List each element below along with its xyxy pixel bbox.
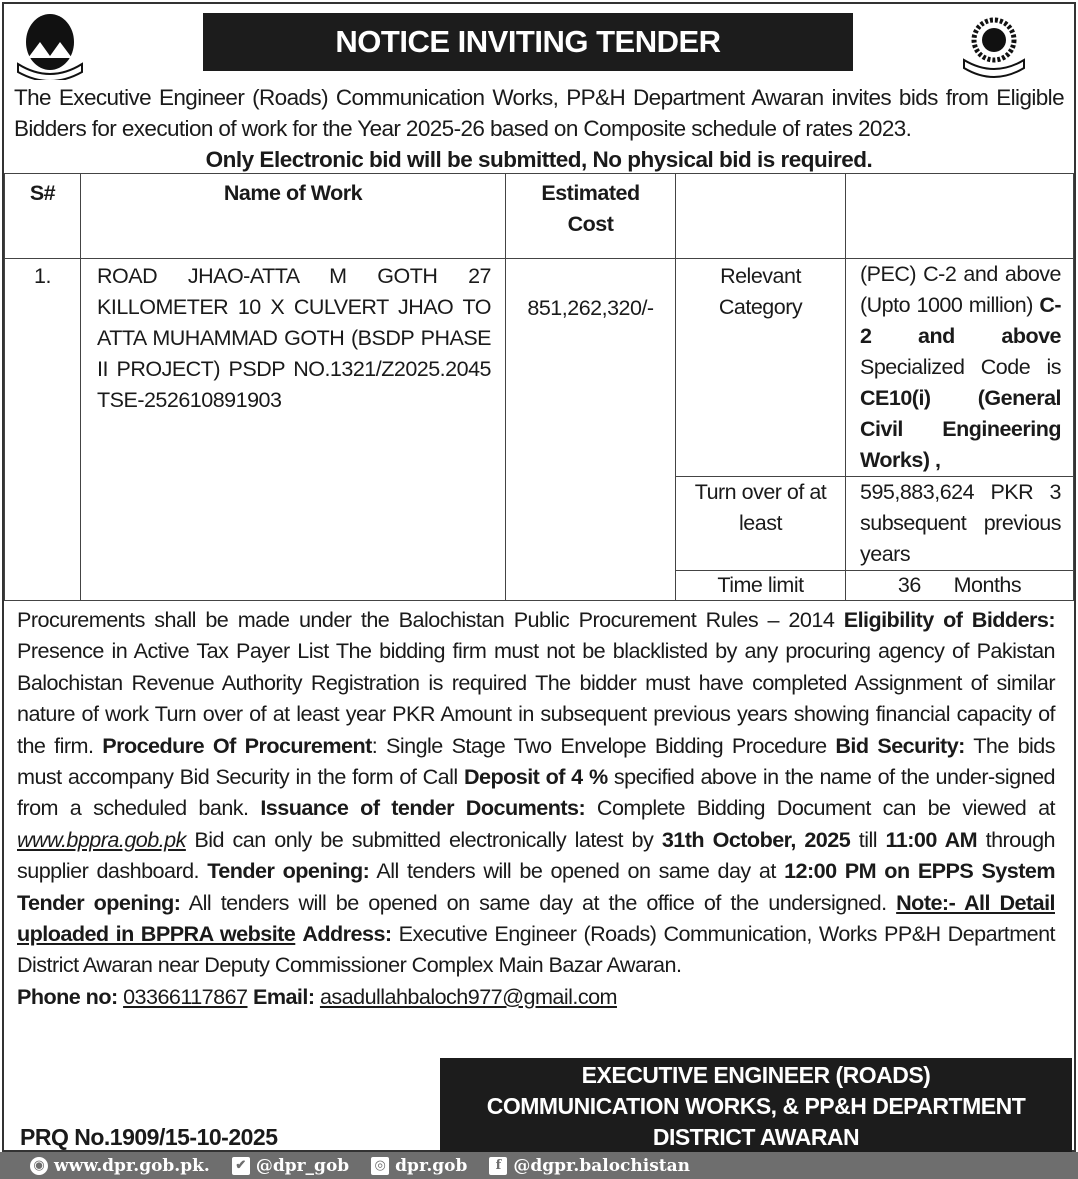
cell-work: ROAD JHAO-ATTA M GOTH 27 KILLOMETER 10 X CULVERT JHAO TO ATTA MUHAMMAD GOTH (BSDP PHASE II PROJECT) PSDP NO.1321/Z2025.2045 TSE-252610891903 xyxy=(81,259,506,601)
category-bold: C-2 and above xyxy=(860,293,1061,348)
body-text: All tenders will be opened on same day at xyxy=(369,858,785,884)
signature-line: COMMUNICATION WORKS, & PP&H DEPARTMENT xyxy=(486,1093,1026,1119)
phone-link[interactable]: 03366117867 xyxy=(123,983,248,1009)
balochistan-govt-logo xyxy=(14,12,86,80)
email-label: Email: xyxy=(252,983,315,1009)
bold-term: 12:00 PM on EPPS System Tender opening: xyxy=(17,858,1055,915)
bold-term: Issuance of tender Documents: xyxy=(260,795,586,821)
header-sn: S# xyxy=(5,174,81,259)
body-text: All tenders will be opened on same day at the office of the undersigned. xyxy=(180,889,897,915)
cell-category-label: Relevant Category xyxy=(676,259,846,477)
bold-term: Note:- All Detail uploaded in BPPRA website xyxy=(17,889,1055,947)
body-text: Presence in Active Tax Payer List The bidding firm must not be blacklisted by any procuring agency of Pakistan Balochistan Revenue Authority Registration is required The bidder must have completed Assignment of similar nature of work Turn over of at least year PKR Amount in subsequent previous years showing financial capacity of the firm. xyxy=(17,638,1055,758)
facebook-icon: f xyxy=(489,1157,507,1175)
intro-text: The Executive Engineer (Roads) Communication Works, PP&H Department Awaran invites bids from Eligible Bidders for execution of work for the Year 2025-26 based on Composite schedule of rates 2023. xyxy=(14,85,1064,141)
bold-term: Procedure Of Procurement xyxy=(102,732,372,758)
header-name-of-work: Name of Work xyxy=(81,174,506,259)
social-text: @dpr_gob xyxy=(255,1155,350,1176)
body-text: through supplier dashboard. xyxy=(17,826,1056,884)
phone-label: Phone no: xyxy=(17,983,118,1009)
cell-time-label: Time limit xyxy=(676,571,846,601)
social-facebook[interactable] xyxy=(489,1156,690,1176)
body-text: till xyxy=(850,826,886,852)
table-row xyxy=(5,259,1074,477)
social-website[interactable] xyxy=(30,1156,210,1176)
bold-term: 31th October, 2025 xyxy=(661,826,851,852)
signature-line: EXECUTIVE ENGINEER (ROADS) xyxy=(581,1062,931,1088)
category-code: CE10(i) (General Civil Engineering Works) , xyxy=(860,386,1061,472)
body-text: : Single Stage Two Envelope Bidding Procedure xyxy=(371,732,836,758)
category-text: (PEC) C-2 and above (Upto 1000 million) xyxy=(860,262,1061,317)
cell-sn: 1. xyxy=(5,259,81,601)
signature-line: DISTRICT AWARAN xyxy=(652,1124,860,1150)
bold-term: Eligibility of Bidders: xyxy=(843,607,1055,632)
instagram-icon: ◎ xyxy=(371,1157,389,1175)
bold-term: Bid Security: xyxy=(835,732,965,758)
bppra-link[interactable]: www.bppra.gob.pk xyxy=(17,826,186,852)
body-text: Executive Engineer (Roads) Communication, Works PP&H Department District Awaran near Deputy Commissioner Complex Main Bazar Awaran. xyxy=(17,921,1055,978)
tender-terms xyxy=(17,604,1055,1012)
bold-term: Tender opening: xyxy=(207,858,370,884)
body-text: Bid can only be submitted electronically latest by xyxy=(185,826,662,852)
globe-icon: ◉ xyxy=(30,1157,48,1175)
twitter-icon: ✔ xyxy=(232,1157,250,1175)
header-estimated-cost: Estimated Cost xyxy=(506,174,676,259)
social-instagram[interactable] xyxy=(371,1156,467,1176)
cell-category-value xyxy=(846,259,1074,477)
prq-number: PRQ No.1909/15-10-2025 xyxy=(20,1124,278,1150)
header-blank-1 xyxy=(676,174,846,259)
category-text-2: Specialized Code is xyxy=(860,355,1061,379)
body-text: specified above in the name of the under-signed from a scheduled bank. xyxy=(17,764,1056,821)
bold-term: Deposit of 4 % xyxy=(463,764,608,790)
social-text: www.dpr.gob.pk. xyxy=(54,1155,210,1176)
header-blank-2 xyxy=(846,174,1074,259)
email-link[interactable]: asadullahbaloch977@gmail.com xyxy=(319,983,617,1009)
tender-table xyxy=(4,173,1074,601)
electronic-bid-note: Only Electronic bid will be submitted, No physical bid is required. xyxy=(205,147,873,172)
social-bar xyxy=(0,1152,1078,1179)
cell-cost: 851,262,320/- xyxy=(506,259,676,601)
social-text: @dgpr.balochistan xyxy=(513,1155,691,1176)
table-header-row xyxy=(5,174,1074,259)
social-text: dpr.gob xyxy=(395,1155,468,1176)
dpr-emblem-logo xyxy=(958,12,1030,80)
signature-block xyxy=(440,1058,1072,1152)
cell-turnover-value: 595,883,624 PKR 3 subsequent previous years xyxy=(846,477,1074,571)
body-text: The bids must accompany Bid Security in the form of Call xyxy=(17,732,1056,790)
cell-time-value: 36 Months xyxy=(846,571,1074,601)
cell-turnover-label: Turn over of at least xyxy=(676,477,846,571)
social-twitter[interactable] xyxy=(232,1156,349,1176)
intro xyxy=(14,82,1064,175)
notice-title: NOTICE INVITING TENDER xyxy=(203,13,853,71)
body-text: Complete Bidding Document can be viewed at xyxy=(585,795,1055,821)
body-text: Procurements shall be made under the Balochistan Public Procurement Rules – 2014 xyxy=(17,607,844,632)
bold-term: Address: xyxy=(302,921,392,947)
bold-term: 11:00 AM xyxy=(885,826,978,852)
